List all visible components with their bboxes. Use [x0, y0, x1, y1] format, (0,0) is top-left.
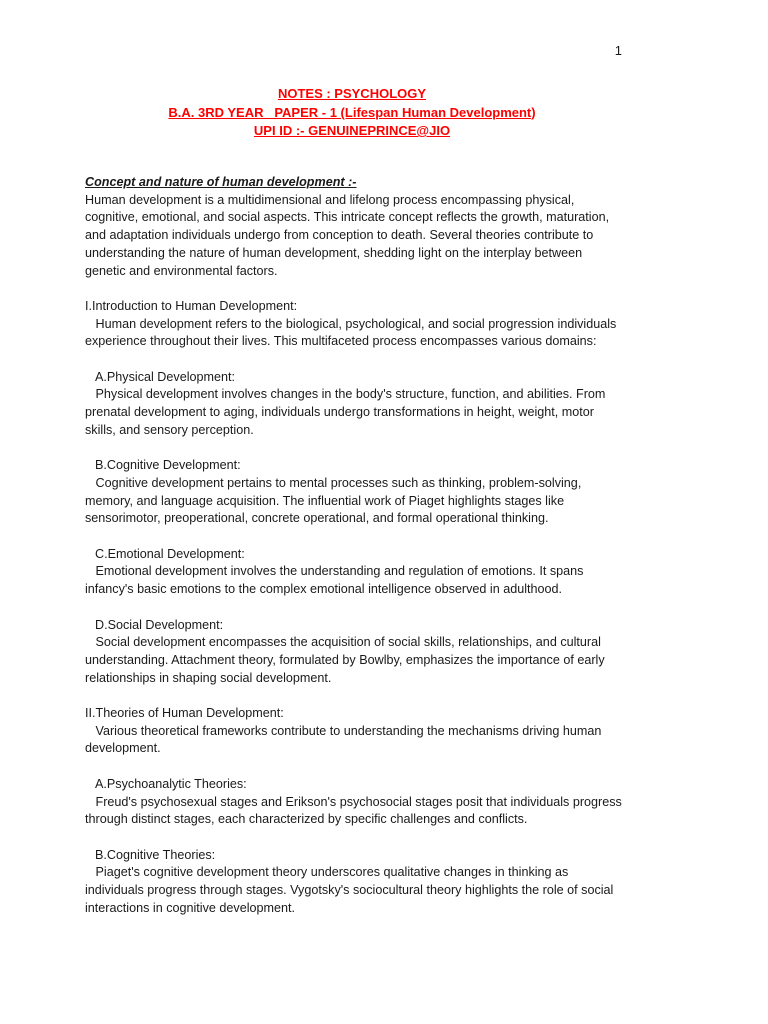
- part1-d-body: Social development encompasses the acquisition of social skills, relationships, and cultural understanding. Attachment theory, formulated by Bowlby, emphasizes the importance of early relationships in shaping social development.: [85, 635, 609, 685]
- document-body: [85, 174, 625, 917]
- part1-d-title: D.Social Development:: [95, 617, 224, 632]
- header-title: NOTES : PSYCHOLOGY: [277, 86, 427, 101]
- page-number: 1: [614, 43, 622, 58]
- part1-b-title: B.Cognitive Development:: [95, 458, 241, 473]
- part2-b-body: Piaget's cognitive development theory underscores qualitative changes in thinking as individuals progress through stages. Vygotsky's sociocultural theory highlights the role of social interactions in cognitive development.: [85, 865, 617, 915]
- part1-c-title: C.Emotional Development:: [95, 546, 245, 561]
- section-heading: Concept and nature of human development :-: [85, 175, 357, 189]
- header-subtitle: B.A. 3RD YEAR PAPER - 1 (Lifespan Human Development): [168, 104, 536, 120]
- part1-a-title: A.Physical Development:: [95, 369, 235, 384]
- part1-title: I.Introduction to Human Development:: [85, 298, 298, 313]
- document-header: [0, 85, 704, 141]
- part2-a-title: A.Psychoanalytic Theories:: [95, 776, 247, 791]
- part1-a-body: Physical development involves changes in the body's structure, function, and abilities. From prenatal development to aging, individuals undergo transformations in height, weight, motor skills, and sensory perception.: [85, 387, 609, 437]
- part1-b-body: Cognitive development pertains to mental processes such as thinking, problem-solving, memory, and language acquisition. The influential work of Piaget highlights stages like sensorimotor, preoperational, concrete operational, and formal operational thinking.: [85, 475, 585, 526]
- part2-a-body: Freud's psychosexual stages and Erikson's psychosocial stages posit that individuals progress through distinct stages, each characterized by specific challenges and conflicts.: [85, 794, 626, 827]
- part1-c-body: Emotional development involves the understanding and regulation of emotions. It spans infancy's basic emotions to the complex emotional intelligence observed in adulthood.: [85, 564, 587, 597]
- intro-paragraph: Human development is a multidimensional and lifelong process encompassing physical, cognitive, emotional, and social aspects. This intricate concept reflects the growth, maturation, and adaptation individuals undergo from conception to death. Several theories contribute to understanding the nature of human development, shedding light on the interplay between genetic and environmental factors.: [85, 192, 613, 278]
- part1-body: Human development refers to the biological, psychological, and social progression individuals experience throughout their lives. This multifaceted process encompasses various domains:: [85, 316, 620, 349]
- header-upi-id: UPI ID :- GENUINEPRINCE@JIO: [253, 123, 451, 138]
- part2-b-title: B.Cognitive Theories:: [95, 847, 216, 862]
- part2-body: Various theoretical frameworks contribute to understanding the mechanisms driving human development.: [85, 723, 605, 756]
- part2-title: II.Theories of Human Development:: [85, 706, 284, 720]
